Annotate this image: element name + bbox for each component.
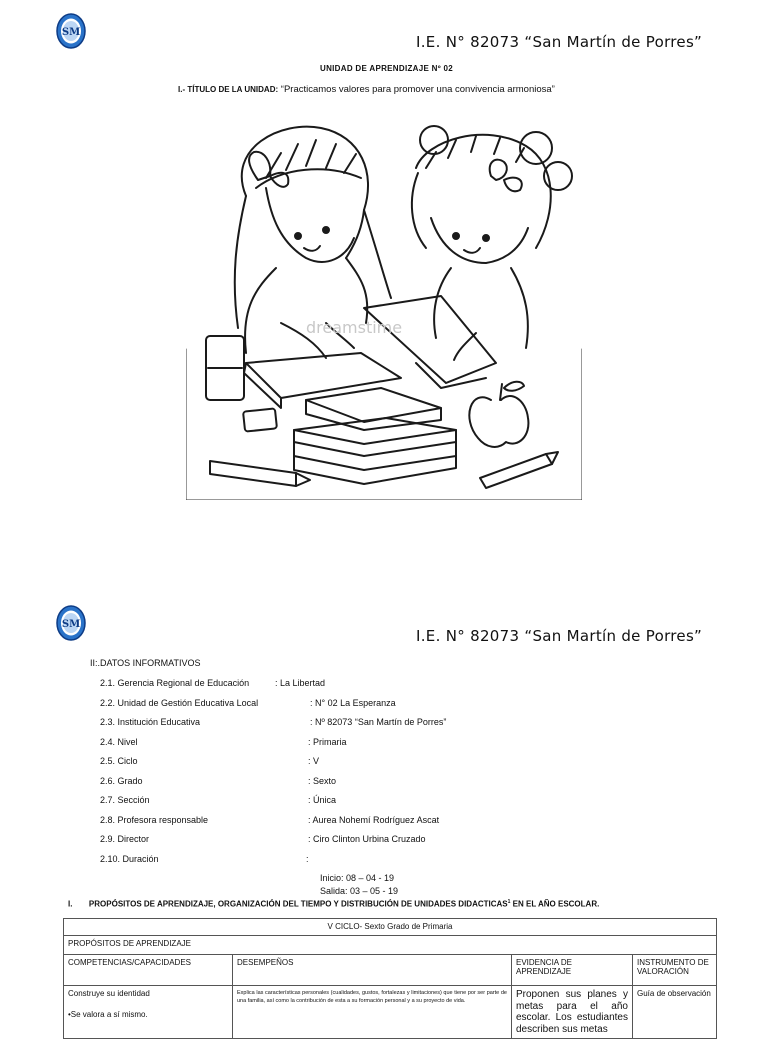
school-logo	[56, 12, 86, 50]
illustration-girls-studying	[186, 118, 582, 500]
datos-row: 2.6. Grado : Sexto	[100, 776, 337, 786]
unit-title-prefix: I.- TÍTULO DE LA UNIDAD:	[178, 85, 279, 94]
column-header: COMPETENCIAS/CAPACIDADES	[64, 955, 233, 986]
datos-list	[100, 678, 700, 878]
propositos-heading: I. PROPÓSITOS DE APRENDIZAJE, ORGANIZACIÓN DEL TIEMPO Y DISTRIBUCIÓN DE UNIDADES DIDACTICAS$^1$ EN EL AÑO ESCOLAR.	[68, 899, 600, 909]
datos-row: 2.2. Unidad de Gestión Educativa Local : N° 02 La Esperanza	[100, 698, 396, 708]
datos-heading: II:.DATOS INFORMATIVOS	[90, 658, 201, 668]
column-header: INSTRUMENTO DE VALORACIÓN	[633, 955, 717, 986]
competencia-text: Construye su identidad	[68, 989, 150, 998]
datos-row: 2.9. Director : Ciro Clinton Urbina Cruzado	[100, 834, 426, 844]
datos-row: 2.1. Gerencia Regional de Educación : La Libertad	[100, 678, 326, 688]
datos-row: 2.8. Profesora responsable : Aurea Nohemí Rodríguez Ascat	[100, 815, 440, 825]
datos-row: 2.7. Sección : Única	[100, 795, 337, 805]
school-logo-2	[56, 604, 86, 642]
svg-text:dreamstime: dreamstime	[306, 318, 403, 337]
column-header: EVIDENCIA DE APRENDIZAJE	[512, 955, 633, 986]
duration-end: Salida: 03 – 05 - 19	[320, 886, 399, 896]
instrumento-cell: Guía de observación	[633, 986, 717, 1039]
capacidad-text: •Se valora a sí mismo.	[68, 1010, 148, 1019]
competencia-cell	[64, 986, 233, 1039]
propositos-table	[63, 918, 717, 1039]
column-header: DESEMPEÑOS	[233, 955, 512, 986]
unit-title-text: “Practicamos valores para promover una convivencia armoniosa”	[280, 84, 555, 95]
ciclo-header: V CICLO- Sexto Grado de Primaria	[64, 919, 717, 936]
evidencia-cell: Proponen sus planes y metas para el año escolar. Los estudiantes describen sus metas	[512, 986, 633, 1039]
propositos-label: PROPÓSITOS DE APRENDIZAJE	[64, 936, 717, 955]
datos-row: 2.10. Duración :	[100, 854, 309, 864]
desempeno-cell: Explica las características personales (cualidades, gustos, fortalezas y limitaciones) que tiene por ser parte de una familia, así como la contribución de esta a su formación personal y a su proyecto de vida.	[233, 986, 512, 1039]
duration-start: Inicio: 08 – 04 - 19	[320, 873, 395, 883]
school-name: I.E. N° 82073 “San Martín de Porres”	[416, 33, 703, 51]
unit-title	[178, 84, 555, 95]
datos-row: 2.5. Ciclo : V	[100, 756, 320, 766]
unit-label: UNIDAD DE APRENDIZAJE Nº 02	[320, 64, 453, 73]
svg-text:SM: SM	[61, 619, 81, 630]
datos-row: 2.4. Nivel : Primaria	[100, 737, 347, 747]
datos-row: 2.3. Institución Educativa : Nº 82073 “San Martín de Porres”	[100, 717, 447, 727]
school-name-2: I.E. N° 82073 “San Martín de Porres”	[416, 627, 703, 645]
svg-text:SM: SM	[61, 27, 81, 38]
